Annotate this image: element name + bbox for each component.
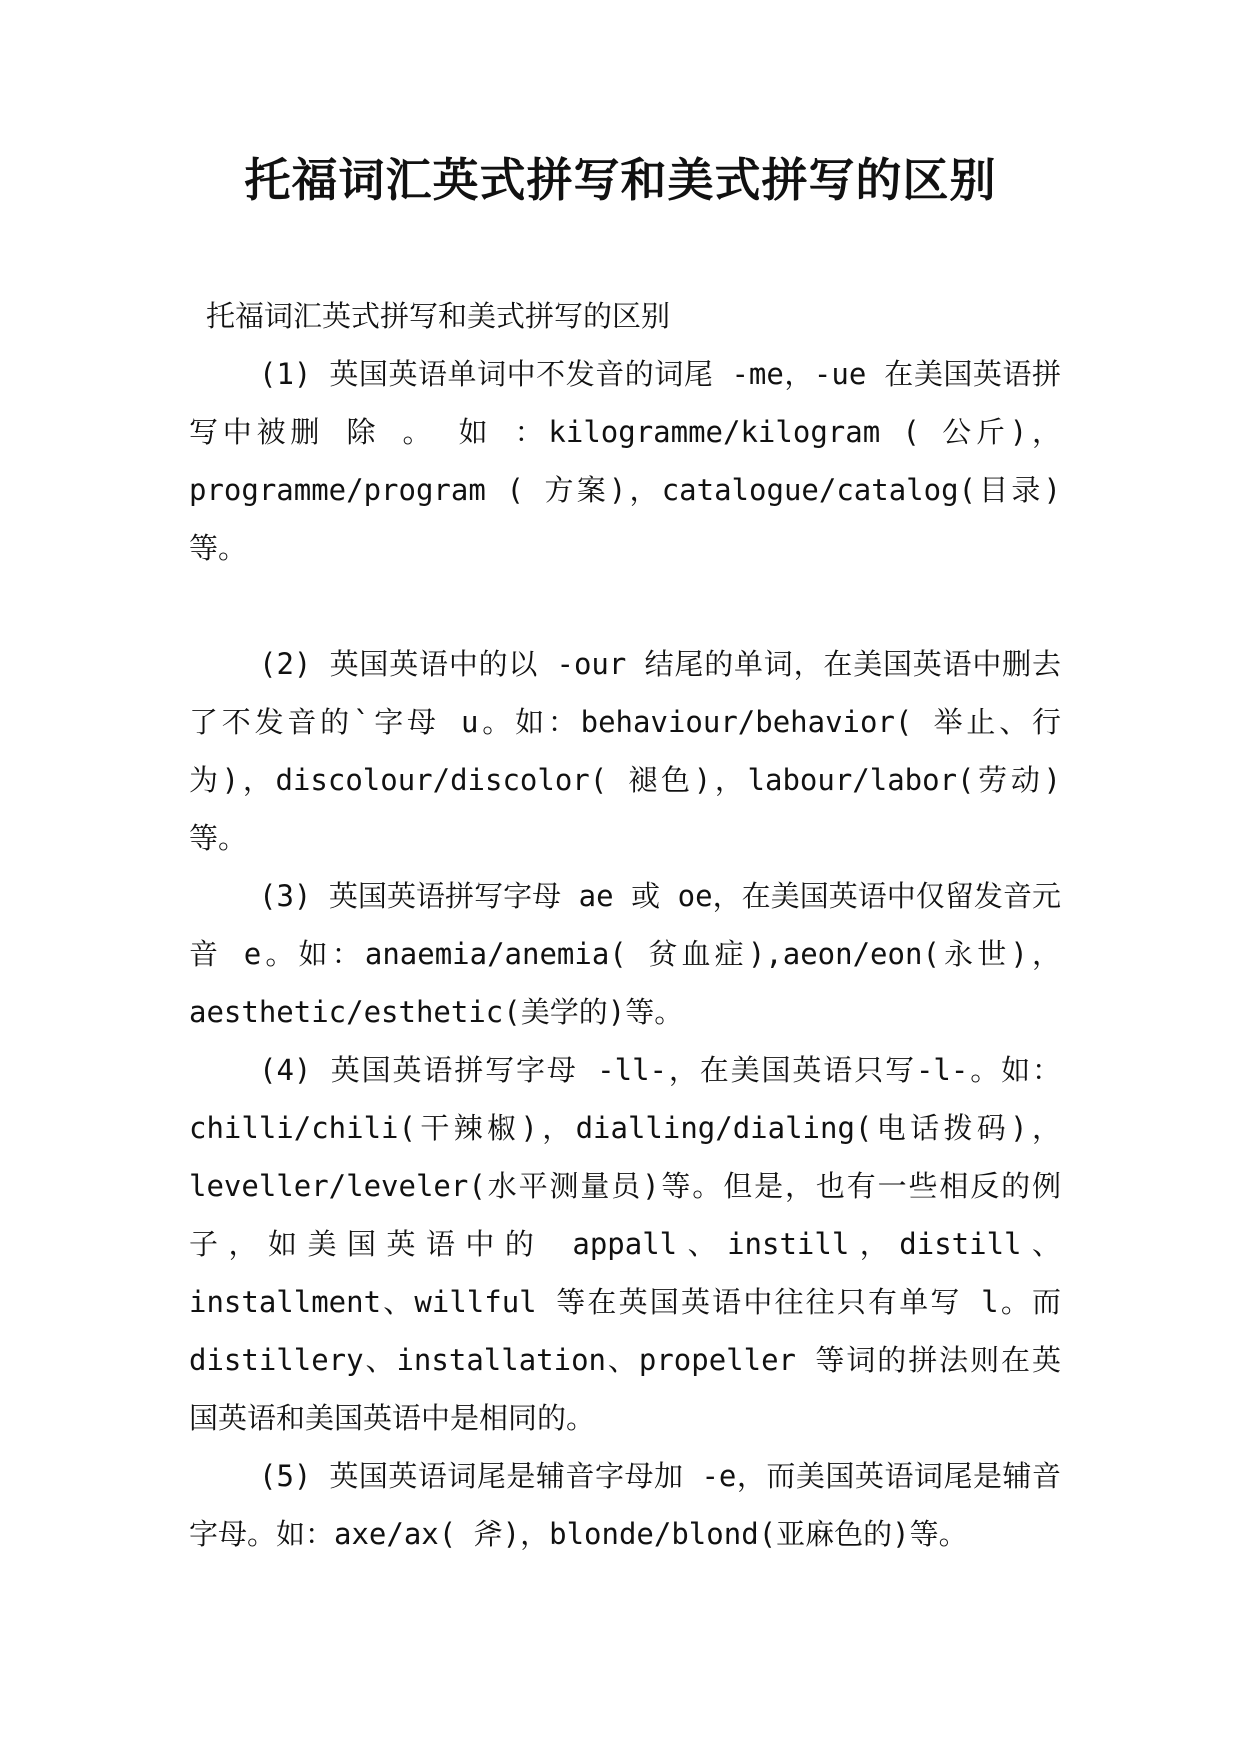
paragraph-3: (3) 英国英语拼写字母 ae 或 oe，在美国英语中仅留发音元音 e。如：anaemia/anemia( 贫血症),aeon/eon(永世)，aesthetic/esthetic(美学的)等。 <box>189 879 1061 1029</box>
document-subtitle: 托福词汇英式拼写和美式拼写的区别 <box>206 299 671 333</box>
paragraph-5: (5) 英国英语词尾是辅音字母加 -e，而美国英语词尾是辅音字母。如：axe/ax( 斧)，blonde/blond(亚麻色的)等。 <box>189 1459 1061 1551</box>
paragraph-2: (2) 英国英语中的以 -our 结尾的单词，在美国英语中删去了不发音的`字母 u。如：behaviour/behavior( 举止、行为)，discolour/discolor( 褪色)，labour/labor(劳动)等。 <box>189 647 1061 855</box>
document-title: 托福词汇英式拼写和美式拼写的区别 <box>244 153 997 207</box>
paragraph-1: (1) 英国英语单词中不发音的词尾 -me，-ue 在美国英语拼写中被删 除 。 如 ：kilogramme/kilogram ( 公斤)，programme/program ( 方案)，catalogue/catalog(目录)等。 <box>189 357 1061 565</box>
paragraph-4: (4) 英国英语拼写字母 -ll-，在美国英语只写-l-。如：chilli/chili(干辣椒)，dialling/dialing(电话拨码)，leveller/leveler(水平测量员)等。但是，也有一些相反的例子，如美国英语中的 appall、instill，distill、installment、willful 等在英国英语中往往只有单写 l。而 distillery、installation、propeller 等词的拼法则在英国英语和美国英语中是相同的。 <box>189 1053 1061 1435</box>
document-body <box>189 287 1061 1563</box>
paragraph-spacer <box>189 577 1061 635</box>
